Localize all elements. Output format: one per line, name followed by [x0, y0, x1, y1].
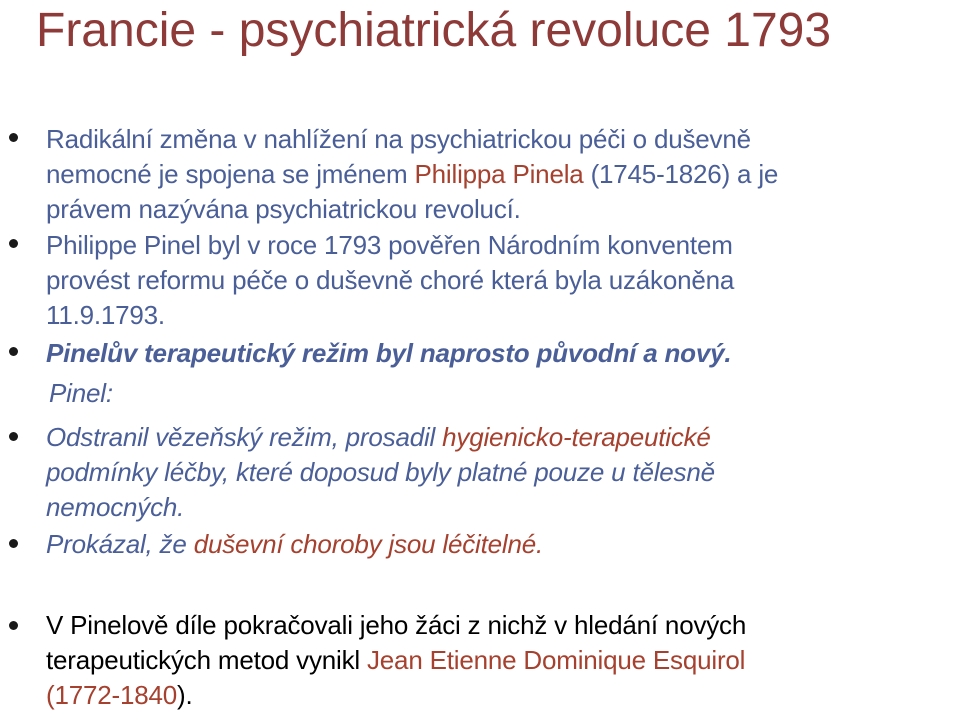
bullet-6-line-3-b: ).: [177, 680, 193, 710]
pinel-label: Pinel:: [49, 378, 113, 408]
bullet-item-6: [46, 608, 946, 713]
bullet-dot-3: [9, 347, 18, 356]
bullet-dot-6: [9, 621, 18, 630]
pinel-name: Philippa Pinela: [414, 159, 584, 189]
bullet-dot-5: [9, 539, 18, 548]
bullet-6-line-2: [46, 643, 946, 678]
bullet-1-line-2-b: (1745-1826) a je: [583, 159, 779, 189]
bullet-1-line-1: Radikální změna v nahlížení na psychiatrickou péči o duševně: [46, 124, 751, 154]
bullet-6-line-3: [46, 678, 946, 713]
bullet-item-5: [46, 527, 946, 562]
bullet-6-line-2-a: terapeutických metod vynikl: [46, 645, 367, 675]
slide-title: Francie - psychiatrická revoluce 1793: [36, 4, 832, 57]
bullet-item-3: [46, 336, 946, 371]
bullet-1-line-2: [46, 157, 946, 192]
bullet-2-line-2: provést reformu péče o duševně choré která byla uzákoněna: [46, 265, 735, 295]
esquirol-dates: (1772-1840: [46, 680, 177, 710]
bullet-5-highlight: duševní choroby jsou léčitelné.: [193, 529, 544, 559]
bullet-2-line-1: Philippe Pinel byl v roce 1793 pověřen Národním konventem: [46, 230, 733, 260]
bullet-dot-2: [9, 239, 18, 248]
bullet-1-line-2-a: nemocné je spojena se jménem: [46, 159, 415, 189]
bullet-item-4: [46, 420, 946, 525]
bullet-5-line-1-a: Prokázal, že: [46, 529, 194, 559]
bullet-4-line-1: [46, 420, 946, 455]
bullet-item-2: [46, 228, 946, 333]
bullet-4-line-2: podmínky léčby, které doposud byly platné pouze u tělesně: [46, 457, 715, 487]
bullet-5-line-1: [46, 527, 946, 562]
bullet-6-line-1: V Pinelově díle pokračovali jeho žáci z nichž v hledání nových: [46, 610, 747, 640]
bullet-2-line-3: 11.9.1793.: [46, 300, 165, 330]
esquirol-name: Jean Etienne Dominique Esquirol: [367, 645, 746, 675]
bullet-1-line-3: právem nazývána psychiatrickou revolucí.: [46, 194, 521, 224]
bullet-4-highlight: hygienicko-terapeutické: [442, 422, 711, 452]
bullet-dot-4: [9, 432, 18, 441]
bullet-4-line-1-a: Odstranil vězeňský režim, prosadil: [46, 422, 443, 452]
bullet-3-line-1: Pinelův terapeutický režim byl naprosto původní a nový.: [46, 338, 732, 368]
bullet-dot-1: [9, 133, 18, 142]
bullet-item-1: [46, 122, 946, 227]
bullet-4-line-3: nemocných.: [46, 492, 185, 522]
